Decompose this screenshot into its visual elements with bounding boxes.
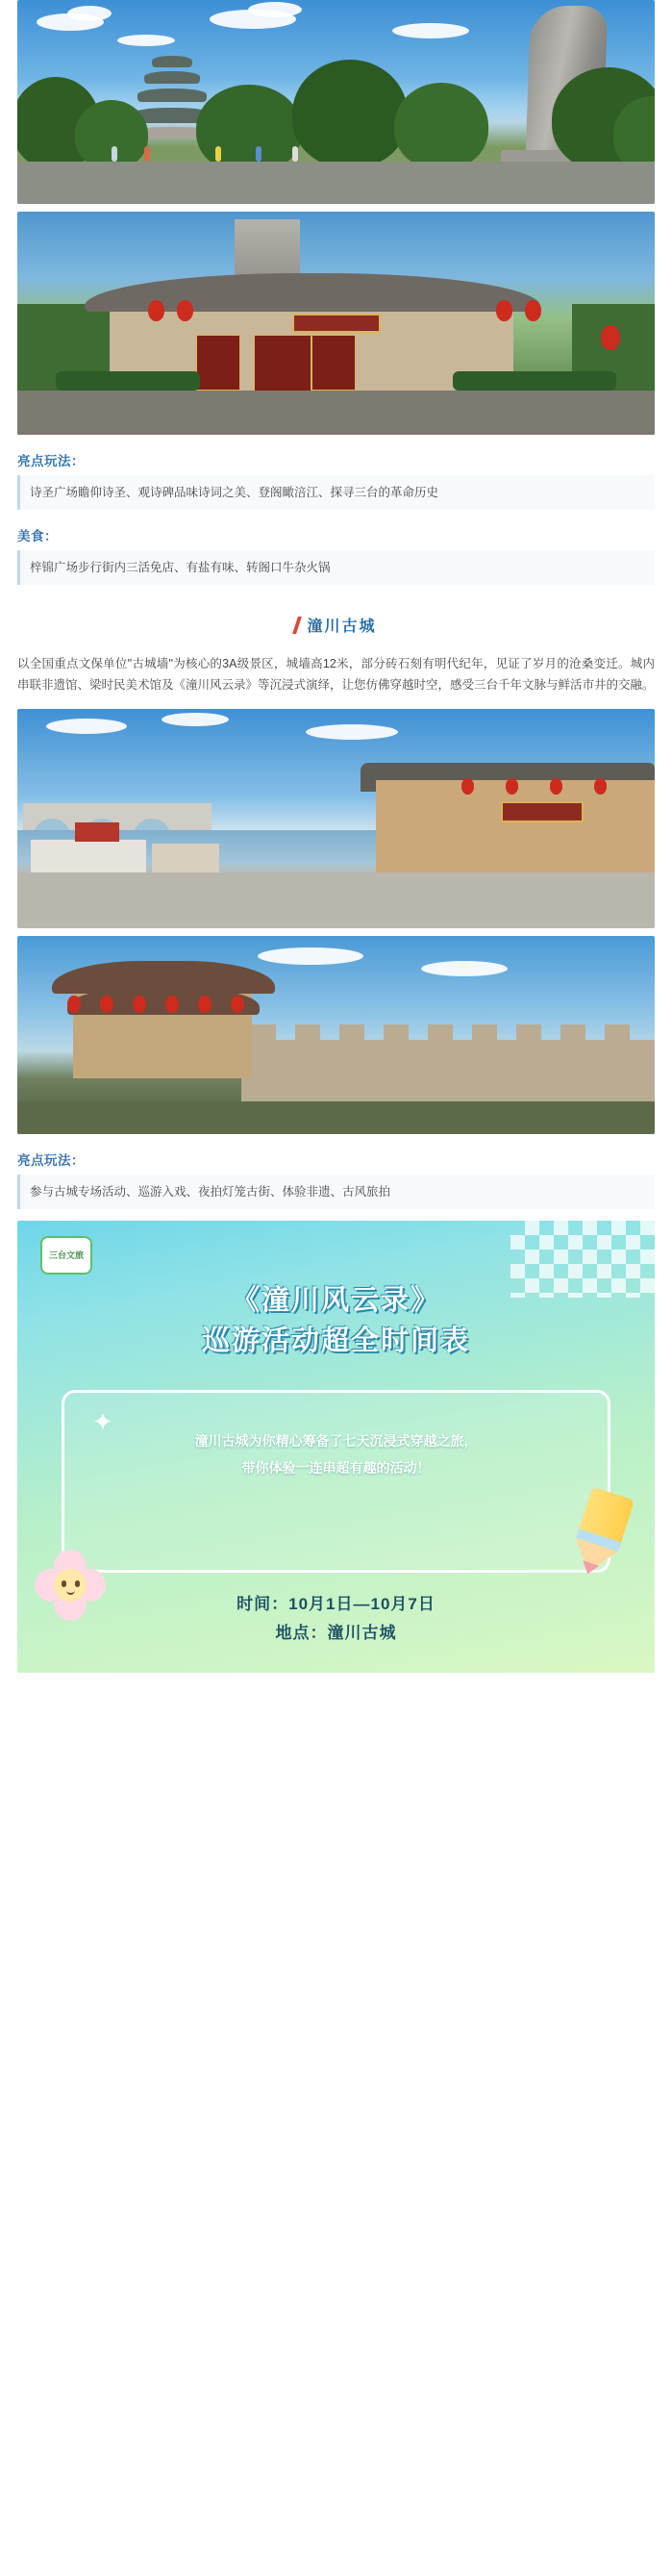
highlights-title-2: 亮点玩法： [17, 1153, 85, 1168]
photo-riverside-old-town [17, 709, 655, 928]
photo-statue-pagoda [17, 0, 655, 204]
food-body-1: 梓锦广场步行街内三活免店、有盐有味、转阁口牛杂火锅 [17, 550, 655, 585]
section-heading-text: 潼川古城 [307, 619, 377, 635]
event-poster [17, 1221, 655, 1673]
poster-meta [17, 1590, 655, 1648]
poster-card-line2: 带你体验一连串超有趣的活动！ [241, 1460, 431, 1476]
section-paragraph: 以全国重点文保单位"古城墙"为核心的3A级景区，城墙高12米，部分砖石刻有明代纪年，见证了岁月的沧桑变迁。城内串联非遗馆、梁时民美术馆及《潼川风云录》等沉浸式演绎，让您仿佛穿越时空，感受三台千年文脉与鲜活市井的交融。 [17, 657, 655, 692]
food-title-1: 美食： [17, 529, 58, 543]
slash-decor-icon [293, 617, 303, 634]
highlights-block-1 [17, 450, 655, 510]
poster-description-card [62, 1390, 610, 1573]
highlights-body-1: 诗圣广场瞻仰诗圣、观诗碑品味诗词之美、登阁瞰涪江、探寻三台的革命历史 [17, 475, 655, 510]
highlights-body-2: 参与古城专场活动、巡游入戏、夜拍灯笼古街、体验非遗、古风旅拍 [17, 1174, 655, 1209]
poster-card-line1: 潼川古城为你精心筹备了七天沉浸式穿越之旅， [194, 1433, 478, 1449]
poster-time: 时间：10月1日—10月7日 [236, 1595, 436, 1613]
brand-badge-text: 三台文旅 [48, 1250, 84, 1260]
highlights-block-2 [17, 1149, 655, 1209]
brand-badge [40, 1236, 92, 1275]
poster-title-line2: 巡游活动超全时间表 [201, 1326, 470, 1356]
photo-city-wall-tower [17, 936, 655, 1134]
food-block-1 [17, 525, 655, 585]
poster-title-line1: 《潼川风云录》 [231, 1285, 440, 1316]
highlights-title-1: 亮点玩法： [17, 454, 85, 468]
poster-place: 地点：潼川古城 [275, 1624, 397, 1642]
sparkle-icon: ✦ [92, 1407, 113, 1436]
section-heading [0, 614, 672, 636]
poster-title [17, 1280, 655, 1361]
photo-temple-gate [17, 212, 655, 435]
